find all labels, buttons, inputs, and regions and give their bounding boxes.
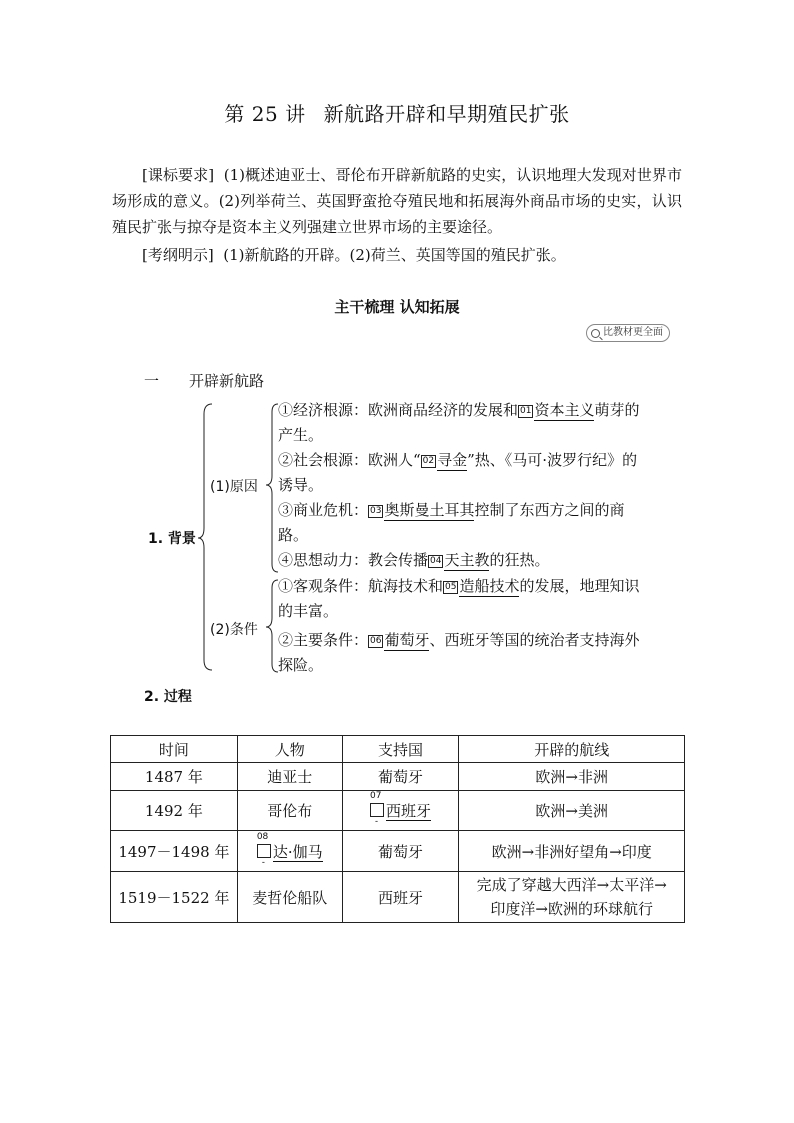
heading-two: 2. 过程: [144, 689, 192, 705]
answer-key: 资本主义: [534, 401, 595, 419]
section-title: 主干梳理 认知拓展: [334, 298, 460, 316]
causes-brace: [266, 404, 278, 572]
cell-person: 迪亚士: [237, 763, 342, 791]
cell-person: 麦哲伦船队: [237, 872, 342, 923]
header-person: 人物: [237, 736, 342, 763]
cell-country: 葡萄牙: [342, 831, 459, 872]
outline-label: [考纲明示]: [142, 246, 214, 264]
cell-route: 完成了穿越大西洋→太平洋→ 印度洋→欧洲的环球航行: [459, 872, 685, 923]
cell-country: 西班牙: [342, 872, 459, 923]
answer-box-icon: [257, 844, 271, 858]
heading-one-text: 开辟新航路: [189, 372, 265, 390]
cell-country: [342, 791, 459, 831]
cell-time: 1519－1522 年: [111, 872, 238, 923]
table-row: [111, 763, 685, 791]
more-complete-badge: [586, 324, 670, 342]
cell-country: 葡萄牙: [342, 763, 459, 791]
cell-time: 1497－1498 年: [111, 831, 238, 872]
answer-number-box: 02: [422, 456, 435, 466]
conditions-label: (2)条件: [210, 622, 258, 638]
answer-key: 寻金: [437, 451, 468, 469]
lesson-number: 第 25 讲: [224, 102, 306, 126]
answer-number: 08: [256, 831, 269, 842]
answer-key: 天主教: [444, 551, 490, 569]
heading-one: [144, 370, 264, 391]
cause-item: ②社会根源：欧洲人“ 02 寻金”热、《马可·波罗行纪》的诱导。: [278, 451, 638, 494]
badge-label: 比教材更全面: [603, 327, 663, 338]
requirements-label: [课标要求]: [142, 166, 215, 184]
answer-key: 奥斯曼土耳其: [384, 501, 475, 519]
answer-number-box: 03: [370, 506, 382, 516]
cell-time: 1487 年: [111, 763, 238, 791]
cell-route: 欧洲→美洲: [459, 791, 685, 831]
answer-number-box: 04: [430, 556, 442, 566]
cause-item: ①经济根源：欧洲商品经济的发展和 01 资本主义萌芽的产生。: [278, 401, 640, 444]
answer-box-icon: [370, 803, 384, 817]
answer-number-box: 05: [445, 582, 457, 592]
cell-route: 欧洲→非洲: [459, 763, 685, 791]
table-row: [111, 791, 685, 831]
lesson-title: [0, 98, 794, 127]
background-label: 1. 背景: [148, 531, 196, 547]
conditions-brace: [266, 580, 278, 672]
causes-label: (1)原因: [210, 479, 258, 495]
heading-one-number: 一: [144, 372, 160, 390]
answer-blank: 08 达·伽马 -: [256, 831, 323, 868]
condition-item: ②主要条件： 06 葡萄牙、西班牙等国的统治者支持海外探险。: [278, 631, 640, 674]
magnifier-icon: [591, 329, 600, 338]
header-time: 时间: [111, 736, 238, 763]
table-row: [111, 831, 685, 872]
lesson-name: 新航路开辟和早期殖民扩张: [323, 102, 570, 126]
answer-blank: 07 西班牙 -: [370, 791, 432, 827]
outline-paragraph: [112, 242, 682, 268]
voyage-table: [110, 735, 685, 923]
answer-number-box: 06: [370, 636, 382, 646]
cause-item: ③商业危机： 03 奥斯曼土耳其控制了东西方之间的商路。: [278, 501, 625, 544]
answer-key: 造船技术: [459, 577, 520, 595]
cell-time: 1492 年: [111, 791, 238, 831]
cell-person: [237, 831, 342, 872]
cause-item: ④思想动力：教会传播 04 天主教的狂热。: [278, 551, 550, 569]
table-header-row: [111, 736, 685, 763]
table-row: [111, 872, 685, 923]
header-country: 支持国: [342, 736, 459, 763]
outline-text: (1)新航路的开辟。(2)荷兰、英国等国的殖民扩张。: [223, 246, 566, 264]
cell-route: 欧洲→非洲好望角→印度: [459, 831, 685, 872]
requirements-text: (1)概述迪亚士、哥伦布开辟新航路的史实，认识地理大发现对世界市场形成的意义。(2)列举荷兰、英国野蛮抢夺殖民地和拓展海外商品市场的史实，认识殖民扩张与掠夺是资本主义列强建立世界市场的主要途径。: [112, 166, 682, 236]
answer-number-box: 01: [520, 406, 532, 416]
answer-key: 葡萄牙: [384, 631, 430, 649]
requirements-paragraph: [112, 162, 682, 240]
cell-person: 哥伦布: [237, 791, 342, 831]
condition-item: ①客观条件：航海技术和 05 造船技术的发展，地理知识的丰富。: [278, 577, 640, 620]
answer-number: 07: [370, 791, 382, 801]
header-route: 开辟的航线: [459, 736, 685, 763]
